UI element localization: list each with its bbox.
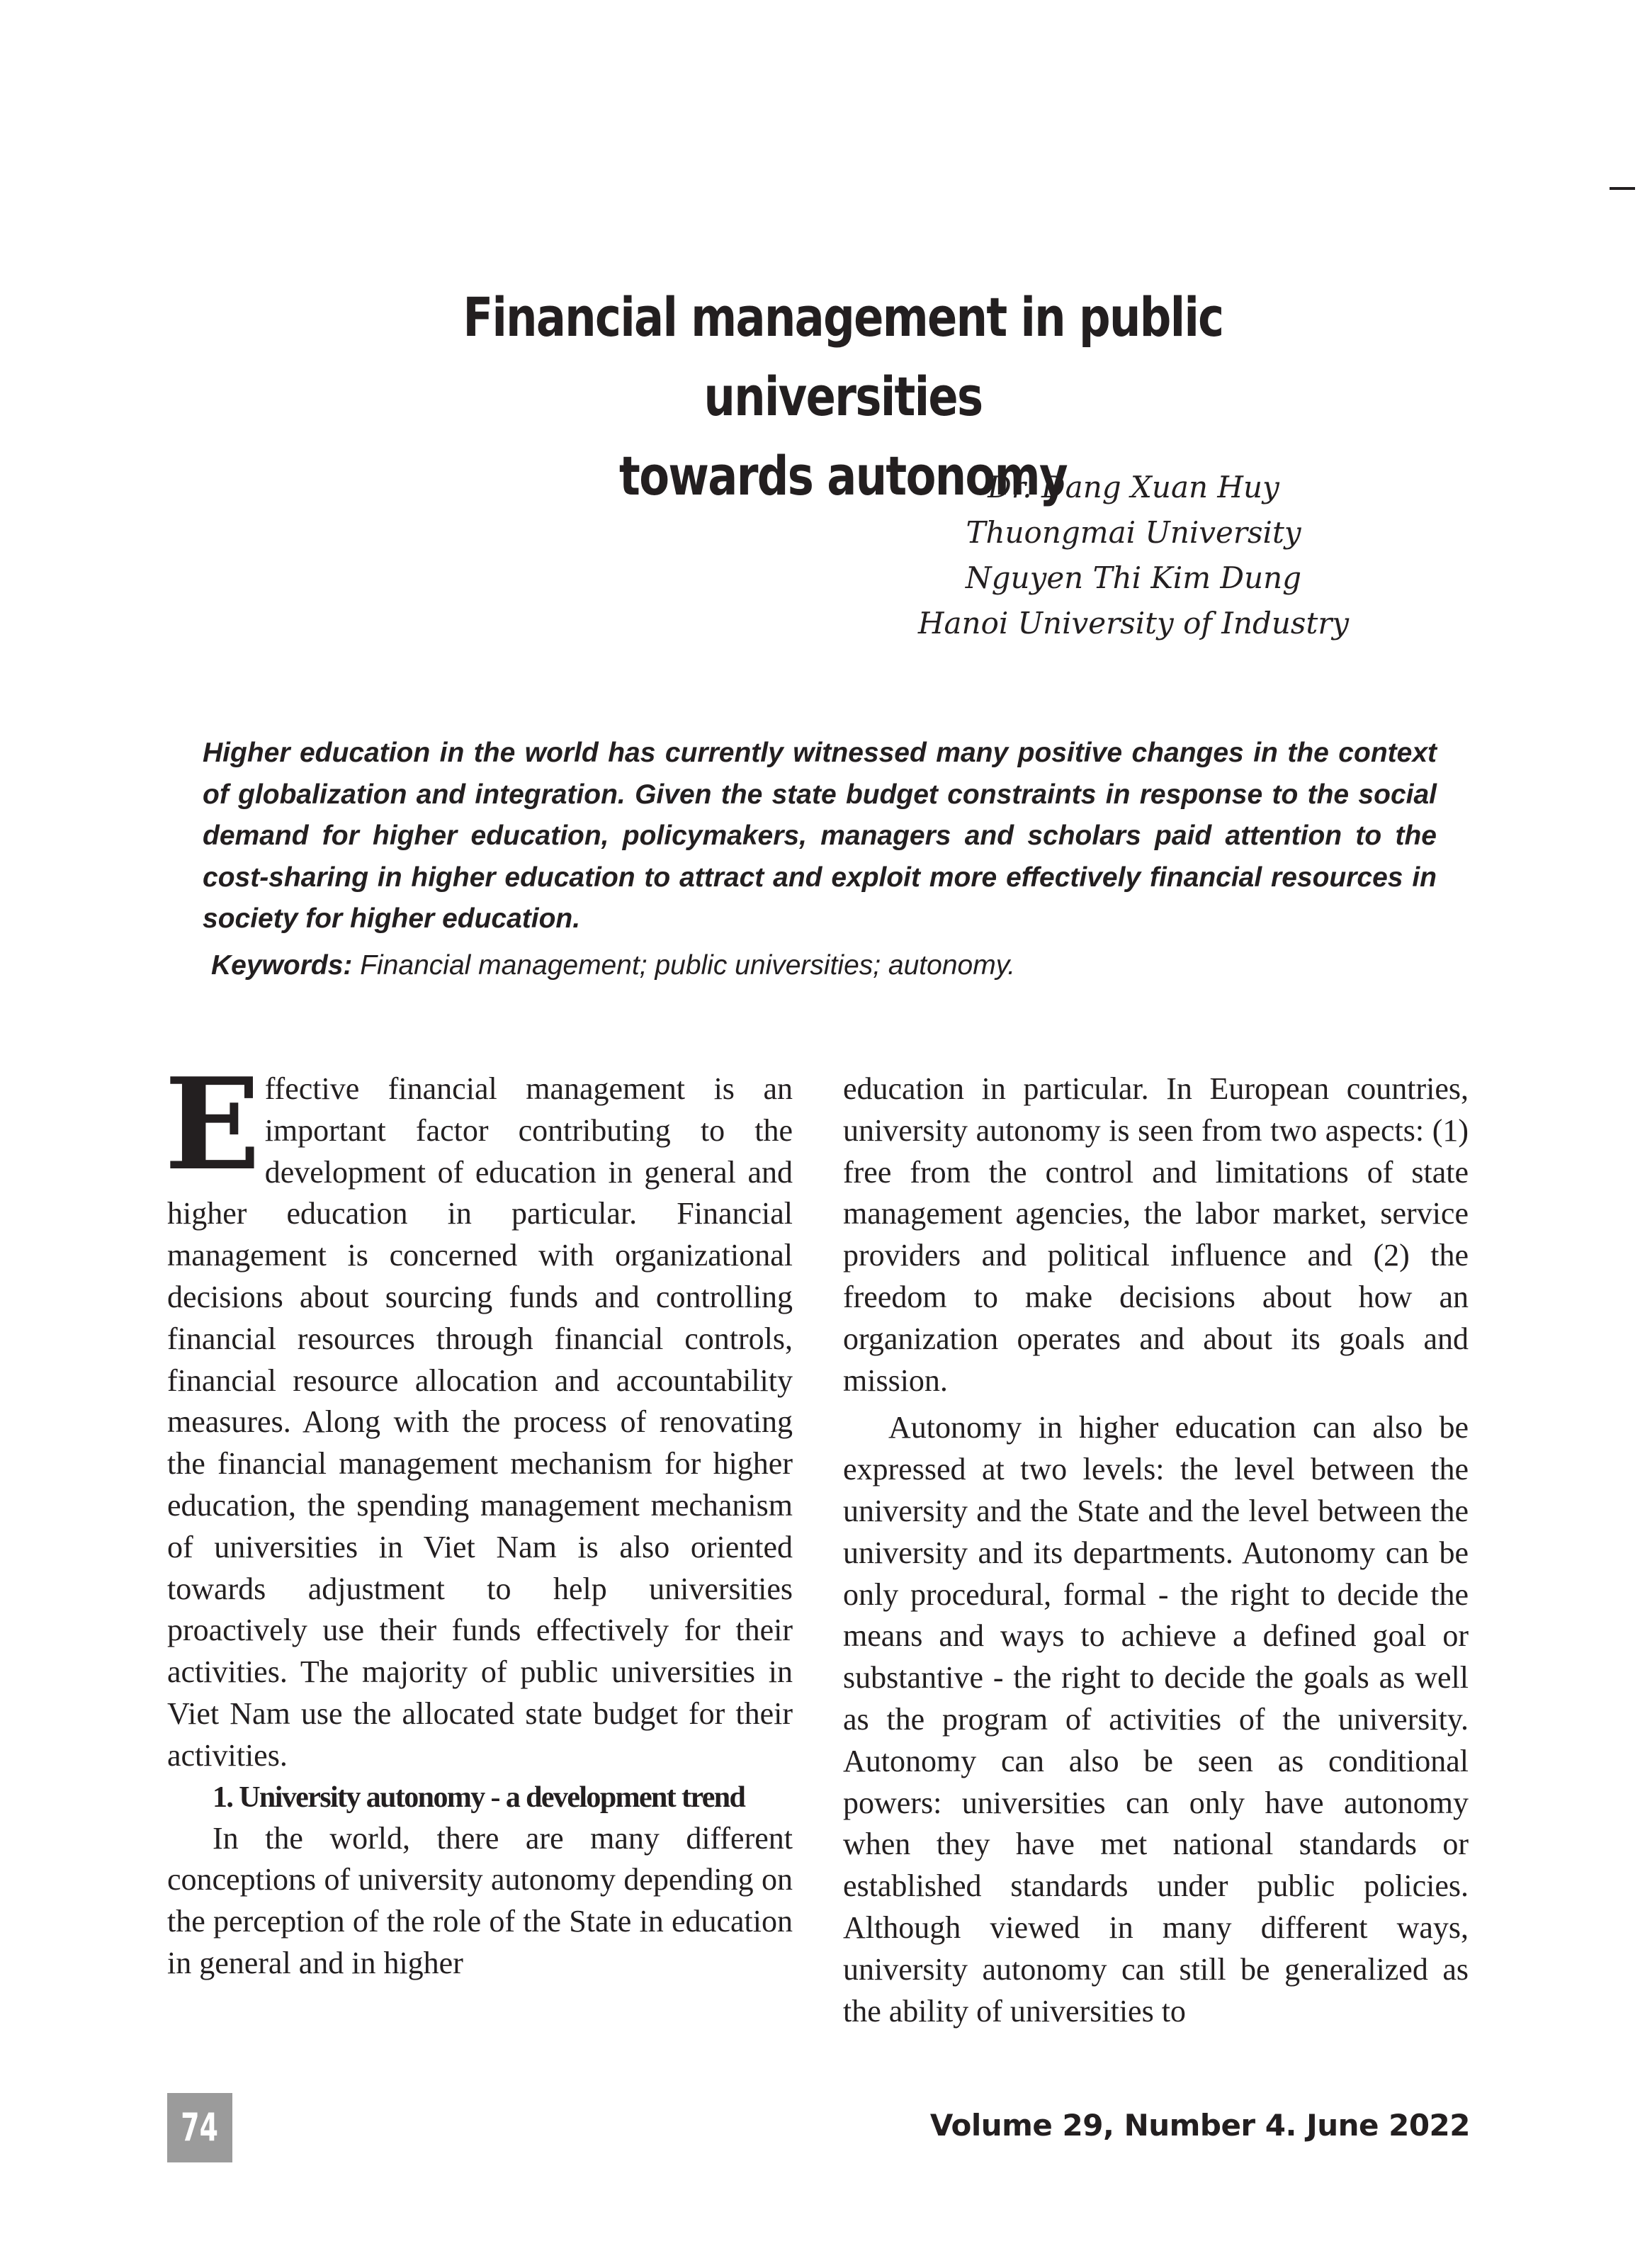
right-paragraph-1: education in particular. In European countries, university autonomy is seen from two aspects: (1) free from the control and limitations of state management agencies, the labor market, service providers and political influence and (2) the freedom to make decisions about how an organization operates and about its goals and mission.: [843, 1071, 1469, 1398]
section-heading-1: 1. University autonomy - a development trend: [213, 1781, 745, 1814]
keywords: [211, 945, 1437, 986]
intro-paragraph: [164, 1050, 793, 1777]
page-number: 74: [181, 2105, 219, 2150]
author-block: [850, 465, 1417, 646]
author-affiliation-1: Thuongmai University: [966, 515, 1301, 550]
keywords-list: Financial management; public universities; autonomy.: [352, 950, 1016, 981]
journal-issue: Volume 29, Number 4. June 2022: [929, 2108, 1470, 2143]
right-paragraph-2: Autonomy in higher education can also be expressed at two levels: the level between the university and the State and the level between the university and its departments. Autonomy can be only procedural, formal - the right to decide the means and ways to achieve a defined goal or substantive - the right to decide the goals as well as the program of activities of the university. Autonomy can also be seen as conditional powers: universities can only have autonomy when they have met national standards or established standards under public policies. Although viewed in many different ways, university autonomy can still be generalized as the ability of universities to: [843, 1410, 1469, 2029]
intro-text: ffective financial management is an important factor contributing to the development of education in general and higher education in particular. Financial management is concerned with organizational decisions about sourcing funds and controlling financial resources through financial controls, financial resource allocation and accountability measures. Along with the process of renovating the financial management mechanism for higher education, the spending management mechanism of universities in Viet Nam is also oriented towards adjustment to help universities proactively use their funds effectively for their activities. The majority of public universities in Viet Nam use the allocated state budget for their activities.: [167, 1071, 793, 1773]
right-column: [843, 1068, 1469, 2032]
author-name-1: Dr. Dang Xuan Huy: [988, 470, 1279, 504]
page-number-badge: [167, 2093, 232, 2162]
left-column: [164, 1050, 793, 1985]
title-line-1: Financial management in public universities: [463, 286, 1223, 428]
title-line-2: towards autonomy: [619, 444, 1067, 507]
keywords-label: Keywords:: [211, 950, 353, 981]
author-name-2: Nguyen Thi Kim Dung: [965, 560, 1302, 595]
abstract: Higher education in the world has currently witnessed many positive changes in the context of globalization and integration. Given the state budget constraints in response to the social demand for higher education, policymakers, managers and scholars paid attention to the cost-sharing in higher education to attract and exploit more effectively financial resources in society for higher education.: [203, 738, 1437, 934]
section-1-paragraph: In the world, there are many different conceptions of university autonomy depending on the perception of the role of the State in education in general and in higher: [167, 1820, 793, 1980]
drop-cap: E: [164, 1050, 261, 1198]
corner-mark: [1610, 187, 1635, 190]
author-affiliation-2: Hanoi University of Industry: [917, 606, 1350, 641]
